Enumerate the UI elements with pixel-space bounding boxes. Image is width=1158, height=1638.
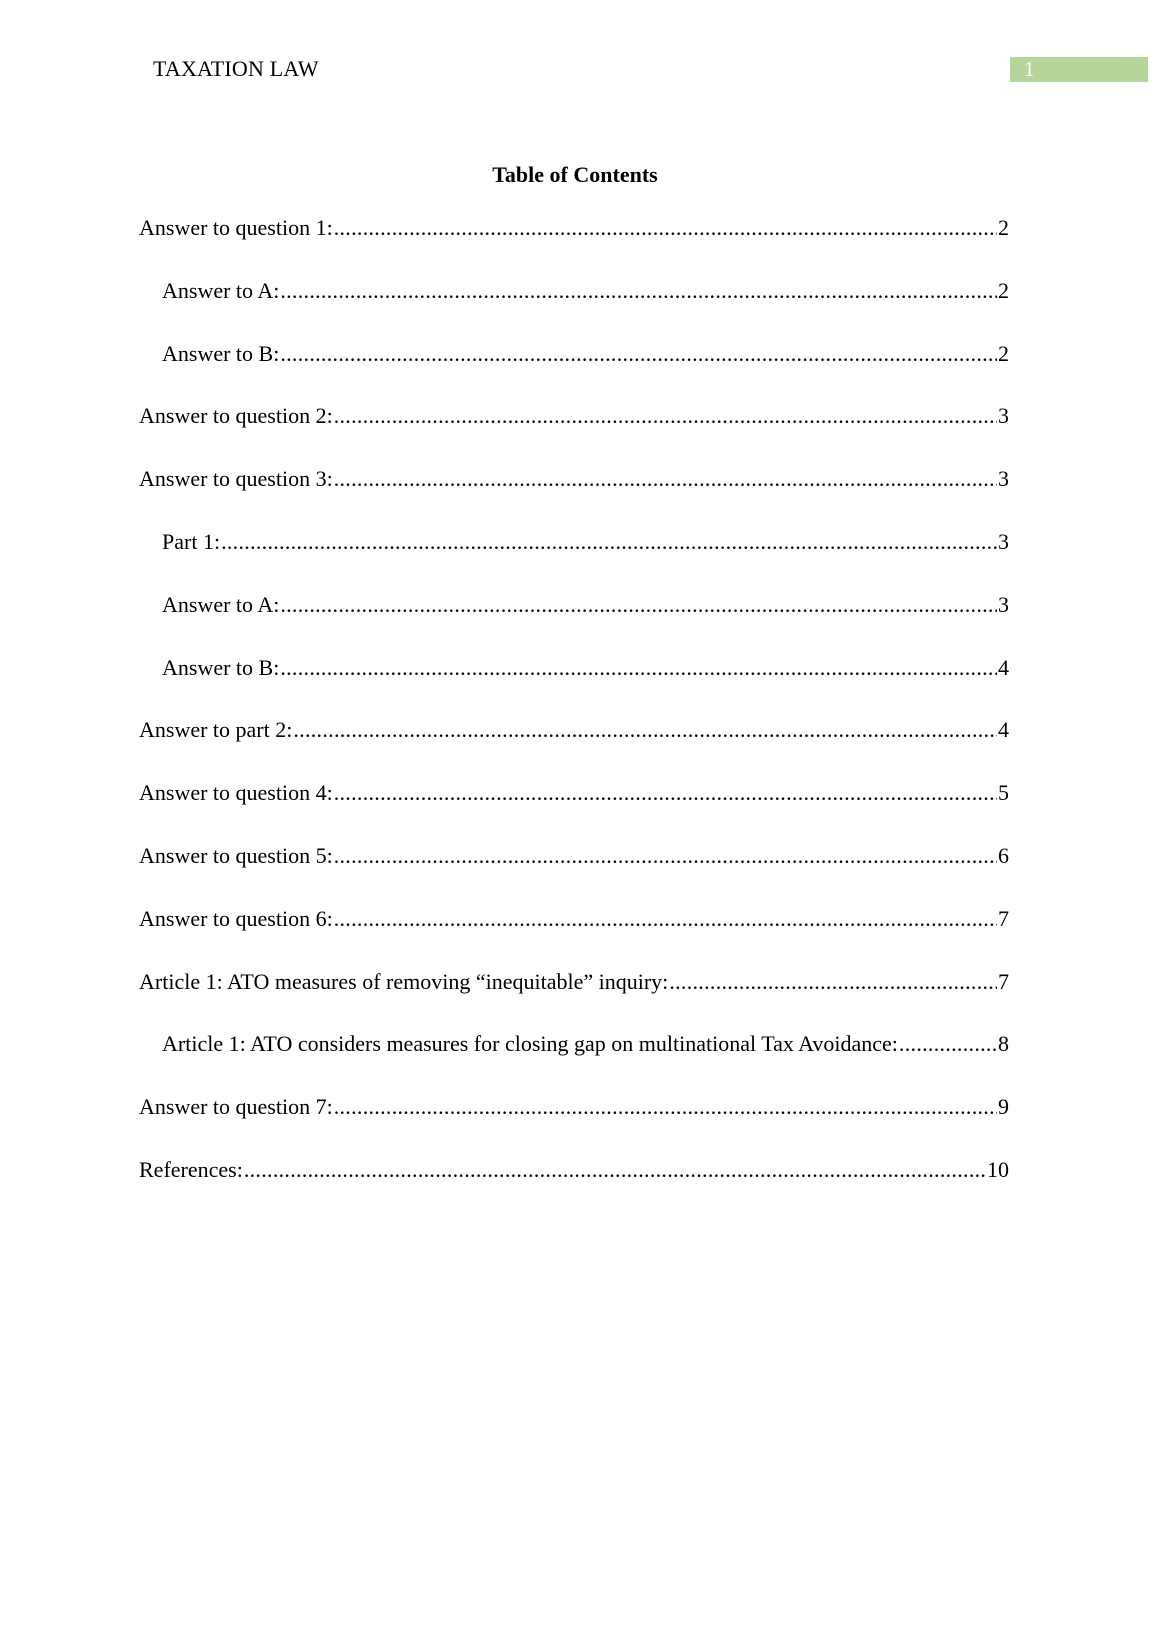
toc-entry-page: 9 xyxy=(998,1094,1009,1119)
toc-entry-question-4[interactable] xyxy=(139,779,1009,807)
toc-entry-label: Answer to B: xyxy=(162,341,280,366)
toc-entry-label: Answer to question 2: xyxy=(139,403,333,428)
toc-entry-page: 2 xyxy=(998,341,1009,366)
toc-dot-leader xyxy=(334,779,997,807)
toc-dot-leader xyxy=(669,968,997,996)
toc-entry-page: 2 xyxy=(998,215,1009,240)
toc-entry-label: Answer to question 5: xyxy=(139,843,333,868)
toc-dot-leader xyxy=(334,1093,997,1121)
toc-entry-page: 6 xyxy=(998,843,1009,868)
toc-entry-question-7[interactable] xyxy=(139,1093,1009,1121)
toc-entry-label: Answer to A: xyxy=(162,278,280,303)
toc-dot-leader xyxy=(334,402,997,430)
toc-entry-label: Answer to B: xyxy=(162,655,280,680)
toc-entry-page: 3 xyxy=(998,529,1009,554)
toc-entry-q3-answer-a[interactable] xyxy=(162,591,1009,619)
toc-dot-leader xyxy=(244,1156,986,1184)
toc-entry-page: 3 xyxy=(998,403,1009,428)
toc-dot-leader xyxy=(334,842,997,870)
toc-dot-leader xyxy=(280,591,997,619)
toc-entry-label: Answer to question 3: xyxy=(139,466,333,491)
toc-entry-label: Answer to question 6: xyxy=(139,906,333,931)
toc-dot-leader xyxy=(334,905,997,933)
toc-dot-leader xyxy=(280,277,997,305)
toc-entry-label: Part 1: xyxy=(162,529,221,554)
toc-entry-page: 7 xyxy=(998,906,1009,931)
toc-entry-page: 4 xyxy=(998,655,1009,680)
toc-title: Table of Contents xyxy=(492,162,658,187)
toc-entry-page: 7 xyxy=(998,969,1009,994)
toc-entry-label: Answer to question 7: xyxy=(139,1094,333,1119)
toc-entry-question-1[interactable] xyxy=(139,214,1009,242)
toc-entry-q1-answer-a[interactable] xyxy=(162,277,1009,305)
toc-entry-question-2[interactable] xyxy=(139,402,1009,430)
toc-entry-page: 4 xyxy=(998,717,1009,742)
toc-dot-leader xyxy=(280,340,997,368)
toc-entry-question-5[interactable] xyxy=(139,842,1009,870)
toc-dot-leader xyxy=(334,465,997,493)
toc-entry-page: 2 xyxy=(998,278,1009,303)
toc-entry-question-6[interactable] xyxy=(139,905,1009,933)
toc-entry-question-3[interactable] xyxy=(139,465,1009,493)
toc-entry-label: Answer to question 1: xyxy=(139,215,333,240)
toc-entry-label: Article 1: ATO measures of removing “inequitable” inquiry: xyxy=(139,969,669,994)
toc-entry-page: 3 xyxy=(998,592,1009,617)
toc-entry-page: 8 xyxy=(998,1031,1009,1056)
toc-entry-page: 3 xyxy=(998,466,1009,491)
toc-entry-part-2[interactable] xyxy=(139,716,1009,744)
toc-dot-leader xyxy=(280,654,997,682)
toc-dot-leader xyxy=(899,1030,997,1058)
toc-entry-label: Article 1: ATO considers measures for closing gap on multinational Tax Avoidance: xyxy=(162,1031,898,1056)
toc-dot-leader xyxy=(334,214,997,242)
toc-entry-page: 5 xyxy=(998,780,1009,805)
toc-entry-label: References: xyxy=(139,1157,243,1182)
toc-entry-article-1-tax-avoidance[interactable] xyxy=(162,1030,1009,1058)
toc-entry-label: Answer to A: xyxy=(162,592,280,617)
page-header xyxy=(0,0,1158,100)
toc-entry-q3-answer-b[interactable] xyxy=(162,654,1009,682)
page-number-box xyxy=(1010,57,1148,82)
toc-entry-article-1-inequitable-inquiry[interactable] xyxy=(139,968,1009,996)
header-title: TAXATION LAW xyxy=(153,56,319,81)
page-number: 1 xyxy=(1024,57,1035,81)
toc-entry-q1-answer-b[interactable] xyxy=(162,340,1009,368)
toc-entry-q3-part-1[interactable] xyxy=(162,528,1009,556)
toc-entry-page: 10 xyxy=(987,1157,1009,1182)
toc-entry-references[interactable] xyxy=(139,1156,1009,1184)
toc-dot-leader xyxy=(293,716,997,744)
toc-entry-label: Answer to part 2: xyxy=(139,717,293,742)
toc-dot-leader xyxy=(221,528,997,556)
toc-entry-label: Answer to question 4: xyxy=(139,780,333,805)
